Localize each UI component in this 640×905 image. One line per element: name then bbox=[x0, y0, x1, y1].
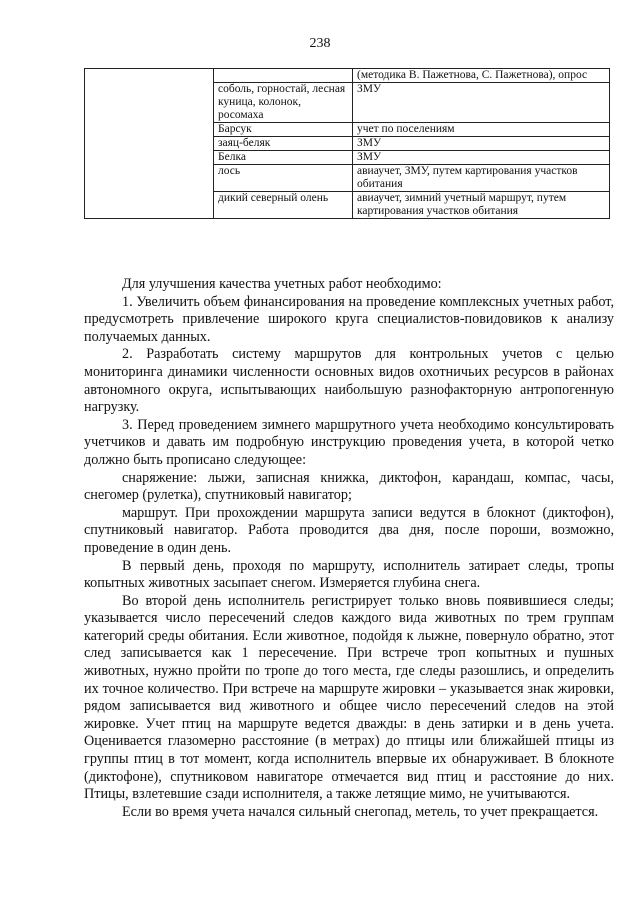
paragraph-equipment: снаряжение: лыжи, записная книжка, диктофон, карандаш, компас, часы, снегомер (рулетка), спутниковый навигатор; bbox=[84, 469, 614, 504]
table-cell-species: Белка bbox=[214, 151, 353, 165]
paragraph-item-3: 3. Перед проведением зимнего маршрутного учета необходимо консультировать учетчиков и давать им подробную инструкцию проведения учета, в которой четко должно быть прописано следующее: bbox=[84, 416, 614, 468]
paragraph-item-2: 2. Разработать систему маршрутов для контрольных учетов с целью мониторинга динамики численности основных видов охотничьих ресурсов в районах автономного округа, испытывающих наибольшую разнофакторную антропогенную нагрузку. bbox=[84, 346, 614, 416]
page-number: 238 bbox=[309, 36, 331, 51]
table-cell-method: авиаучет, ЗМУ, путем картирования участков обитания bbox=[353, 165, 610, 192]
species-accounting-table bbox=[84, 68, 610, 219]
table-cell-method: ЗМУ bbox=[353, 151, 610, 165]
paragraph-route: маршрут. При прохождении маршрута записи ведутся в блокнот (диктофон), спутниковый навигатор. Работа проводится два дня, после пороши, возможно, проведение в один день. bbox=[84, 504, 614, 556]
paragraph-first-day: В первый день, проходя по маршруту, исполнитель затирает следы, тропы копытных животных засыпает снегом. Измеряется глубина снега. bbox=[84, 557, 614, 592]
table-cell-method: ЗМУ bbox=[353, 137, 610, 151]
table-cell-method: (методика В. Пажетнова, С. Пажетнова), опрос bbox=[353, 69, 610, 83]
paragraph-snowfall: Если во время учета начался сильный снегопад, метель, то учет прекращается. bbox=[122, 803, 599, 820]
table-cell-species: соболь, горностай, лесная куница, колонок, росомаха bbox=[214, 83, 353, 123]
table-cell-species bbox=[214, 69, 353, 83]
table-cell-method: учет по поселениям bbox=[353, 123, 610, 137]
table-row bbox=[85, 69, 610, 83]
table-cell-species: лось bbox=[214, 165, 353, 192]
table-cell-empty bbox=[85, 69, 214, 219]
table-cell-species: дикий северный олень bbox=[214, 192, 353, 219]
table-cell-species: Барсук bbox=[214, 123, 353, 137]
table-cell-method: ЗМУ bbox=[353, 83, 610, 123]
table-cell-method: авиаучет, зимний учетный маршрут, путем картирования участков обитания bbox=[353, 192, 610, 219]
paragraph-intro: Для улучшения качества учетных работ необходимо: bbox=[122, 276, 442, 292]
table-cell-species: заяц-беляк bbox=[214, 137, 353, 151]
paragraph-item-1: 1. Увеличить объем финансирования на проведение комплексных учетных работ, предусмотреть привлечение широкого круга специалистов-повидовиков к анализу получаемых данных. bbox=[84, 293, 614, 345]
body-text bbox=[84, 276, 614, 821]
paragraph-second-day: Во второй день исполнитель регистрирует только вновь появившиеся следы; указывается число пересечений следов каждого вида животных по трем группам категорий среды обитания. Если животное, подойдя к лыжне, повернуло обратно, этот след записывается как 1 пересечение. При встрече троп копытных и пушных животных, нужно пройти по тропе до того места, где следы разошлись, и определить их точное количество. При встрече на маршруте жировки – указывается знак жировки, рядом записывается вид животного и общее число пересечений следов на этой жировке. Учет птиц на маршруте ведется дважды: в день затирки и в день учета. Оценивается глазомерно расстояние (в метрах) до птицы или ближайшей птицы из группы птиц в тот момент, когда исполнитель впервые их обнаруживает. В блокноте (диктофоне), спутниковом навигаторе отмечается вид птиц и расстояние до них. Птицы, взлетевшие сзади исполнителя, а также летящие мимо, не учитываются. bbox=[84, 592, 614, 803]
